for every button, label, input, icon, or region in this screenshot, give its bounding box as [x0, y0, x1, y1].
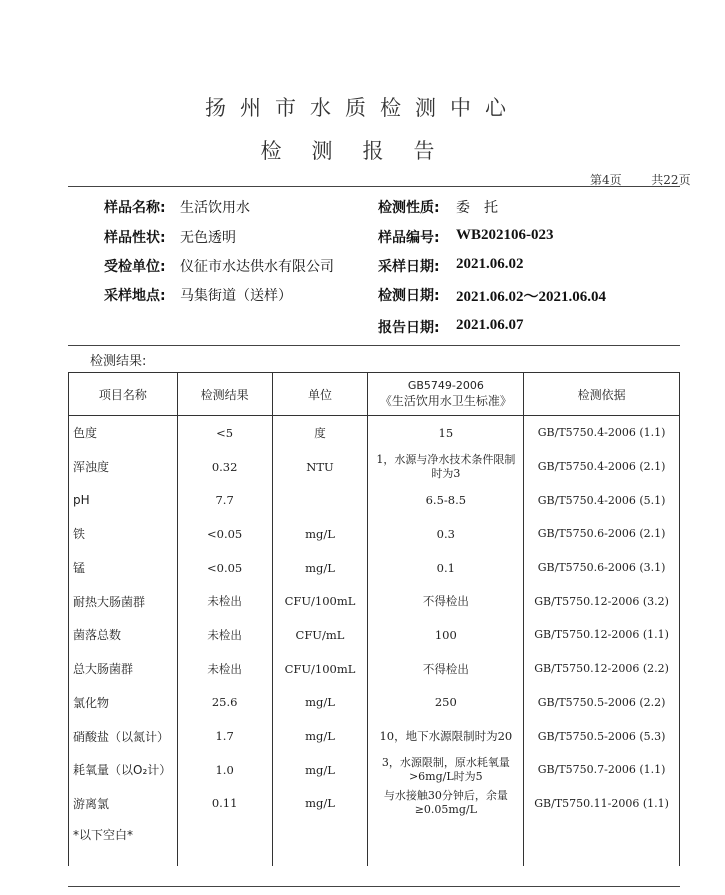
middle-divider: [68, 345, 680, 346]
basis-cell: GB/T5750.12-2006 (3.2): [524, 584, 680, 618]
basis-cell: GB/T5750.12-2006 (1.1): [524, 618, 680, 652]
result-cell: 未检出: [177, 584, 272, 618]
basis-cell: GB/T5750.6-2006 (2.1): [524, 517, 680, 551]
standard-cell: 10，地下水源限制时为20: [368, 719, 524, 753]
sample-state-value: 无色透明: [180, 230, 236, 246]
unit-cell: mg/L: [272, 551, 368, 585]
table-row: [69, 551, 680, 585]
unit-cell: mg/L: [272, 787, 368, 821]
table-row: [69, 450, 680, 484]
empty-cell: [368, 820, 524, 866]
standard-cell: 250: [368, 686, 524, 720]
item-cell: 总大肠菌群: [69, 652, 178, 686]
basis-cell: GB/T5750.5-2006 (2.2): [524, 686, 680, 720]
empty-cell: [272, 820, 368, 866]
result-cell: 0.11: [177, 787, 272, 821]
test-date-label: 检测日期:: [378, 288, 440, 304]
sampling-place-field: [104, 285, 292, 305]
result-cell: 0.32: [177, 450, 272, 484]
sample-name-value: 生活饮用水: [180, 200, 250, 216]
col-item-header: 项目名称: [69, 373, 178, 416]
top-divider: [68, 186, 680, 187]
unit-cell: CFU/mL: [272, 618, 368, 652]
item-cell: 菌落总数: [69, 618, 178, 652]
test-nature-value: 委 托: [456, 200, 498, 216]
organization-title: 扬州市水质检测中心: [205, 96, 520, 120]
item-cell: 浑浊度: [69, 450, 178, 484]
unit-cell: 度: [272, 416, 368, 450]
basis-cell: GB/T5750.12-2006 (2.2): [524, 652, 680, 686]
page-current: 第4页: [590, 173, 622, 187]
item-cell: 色度: [69, 416, 178, 450]
table-row: [69, 753, 680, 787]
unit-cell: CFU/100mL: [272, 584, 368, 618]
report-date-value: 2021.06.07: [456, 317, 524, 333]
result-cell: 1.0: [177, 753, 272, 787]
basis-cell: GB/T5750.5-2006 (5.3): [524, 719, 680, 753]
sample-state-field: [104, 227, 236, 247]
bottom-divider: [68, 886, 680, 887]
standard-code: GB5749-2006: [407, 379, 484, 392]
empty-cell: [524, 820, 680, 866]
item-cell: 耗氧量（以O₂计）: [69, 753, 178, 787]
basis-cell: GB/T5750.7-2006 (1.1): [524, 753, 680, 787]
item-cell: pH: [69, 483, 178, 517]
item-cell: 硝酸盐（以氮计）: [69, 719, 178, 753]
table-row: [69, 787, 680, 821]
table-row: [69, 483, 680, 517]
table-header-row: [69, 373, 680, 416]
test-date-value: 2021.06.02～2021.06.04: [456, 289, 607, 305]
standard-cell: 0.3: [368, 517, 524, 551]
inspected-unit-label: 受检单位:: [104, 259, 166, 275]
result-cell: 未检出: [177, 652, 272, 686]
col-unit-header: 单位: [272, 373, 368, 416]
item-cell: 耐热大肠菌群: [69, 584, 178, 618]
inspected-unit-value: 仪征市水达供水有限公司: [180, 259, 334, 275]
end-note: *以下空白*: [69, 820, 178, 866]
test-nature-field: [378, 197, 498, 217]
sample-name-field: [104, 197, 250, 217]
basis-cell: GB/T5750.6-2006 (3.1): [524, 551, 680, 585]
test-nature-label: 检测性质:: [378, 200, 440, 216]
inspected-unit-field: [104, 256, 334, 276]
basis-cell: GB/T5750.4-2006 (1.1): [524, 416, 680, 450]
basis-cell: GB/T5750.4-2006 (2.1): [524, 450, 680, 484]
standard-cell: 15: [368, 416, 524, 450]
item-cell: 铁: [69, 517, 178, 551]
result-cell: <0.05: [177, 517, 272, 551]
basis-cell: GB/T5750.4-2006 (5.1): [524, 483, 680, 517]
standard-cell: 3，水源限制，原水耗氧量>6mg/L时为5: [368, 753, 524, 787]
col-basis-header: 检测依据: [524, 373, 680, 416]
standard-cell: 不得检出: [368, 652, 524, 686]
standard-cell: 1，水源与净水技术条件限制时为3: [368, 450, 524, 484]
sample-state-label: 样品性状:: [104, 230, 166, 246]
table-row: [69, 719, 680, 753]
unit-cell: mg/L: [272, 719, 368, 753]
report-title: 检测报告: [260, 139, 465, 163]
sample-no-label: 样品编号:: [378, 230, 440, 246]
result-cell: 1.7: [177, 719, 272, 753]
sampling-date-label: 采样日期:: [378, 259, 440, 275]
unit-cell: NTU: [272, 450, 368, 484]
table-tail-row: [69, 820, 680, 866]
result-cell: 未检出: [177, 618, 272, 652]
result-cell: <5: [177, 416, 272, 450]
unit-cell: [272, 483, 368, 517]
standard-cell: 与水接触30分钟后，余量≥0.05mg/L: [368, 787, 524, 821]
sampling-date-value: 2021.06.02: [456, 256, 524, 272]
col-result-header: 检测结果: [177, 373, 272, 416]
unit-cell: CFU/100mL: [272, 652, 368, 686]
table-row: [69, 416, 680, 450]
sample-no-value: WB202106-023: [456, 227, 554, 243]
unit-cell: mg/L: [272, 686, 368, 720]
table-row: [69, 686, 680, 720]
standard-cell: 6.5-8.5: [368, 483, 524, 517]
sampling-place-value: 马集街道（送样）: [180, 288, 292, 304]
results-table: [68, 372, 680, 866]
item-cell: 锰: [69, 551, 178, 585]
empty-cell: [177, 820, 272, 866]
standard-name: 《生活饮用水卫生标准》: [379, 394, 512, 408]
result-cell: <0.05: [177, 551, 272, 585]
item-cell: 游离氯: [69, 787, 178, 821]
test-date-field: [378, 285, 607, 305]
report-date-label: 报告日期:: [378, 320, 440, 336]
unit-cell: mg/L: [272, 517, 368, 551]
unit-cell: mg/L: [272, 753, 368, 787]
standard-cell: 不得检出: [368, 584, 524, 618]
sample-name-label: 样品名称:: [104, 200, 166, 216]
table-row: [69, 517, 680, 551]
sampling-date-field: [378, 256, 524, 276]
basis-cell: GB/T5750.11-2006 (1.1): [524, 787, 680, 821]
sample-no-field: [378, 227, 554, 247]
col-standard-header: [368, 373, 524, 416]
report-date-field: [378, 317, 524, 337]
page-total: 共22页: [651, 173, 691, 187]
standard-cell: 100: [368, 618, 524, 652]
result-cell: 25.6: [177, 686, 272, 720]
sampling-place-label: 采样地点:: [104, 288, 166, 304]
table-row: [69, 584, 680, 618]
table-row: [69, 652, 680, 686]
table-row: [69, 618, 680, 652]
results-heading: 检测结果:: [90, 354, 147, 369]
result-cell: 7.7: [177, 483, 272, 517]
item-cell: 氯化物: [69, 686, 178, 720]
standard-cell: 0.1: [368, 551, 524, 585]
